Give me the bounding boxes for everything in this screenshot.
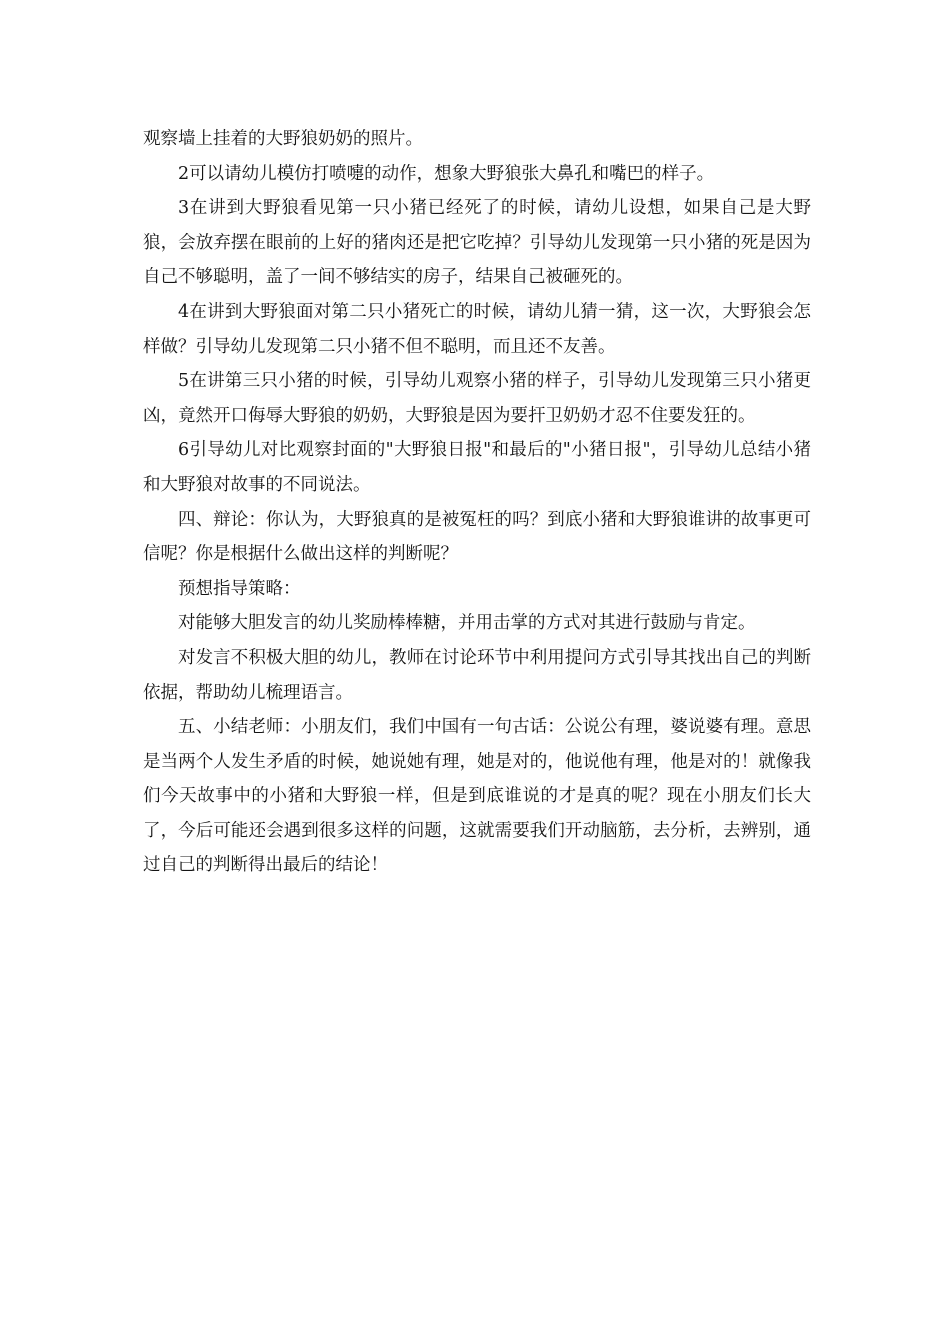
paragraph-strategy-1: 对能够大胆发言的幼儿奖励棒棒糖，并用击掌的方式对其进行鼓励与肯定。: [178, 613, 756, 634]
paragraph-step-4: 4在讲到大野狼面对第二只小猪死亡的时候，请幼儿猜一猜，这一次，大野狼会怎样做？引导幼儿发现第二只小猪不但不聪明，而且还不友善。: [143, 301, 811, 357]
paragraph-continuation: 观察墙上挂着的大野狼奶奶的照片。: [143, 129, 423, 149]
paragraph-step-5: 5在讲第三只小猪的时候，引导幼儿观察小猪的样子，引导幼儿发现第三只小猪更凶，竟然开口侮辱大野狼的奶奶，大野狼是因为要扞卫奶奶才忍不住要发狂的。: [143, 371, 811, 426]
paragraph-summary: 五、小结老师：小朋友们，我们中国有一句古话：公说公有理，婆说婆有理。意思是当两个人发生矛盾的时候，她说她有理，她是对的，他说他有理，他是对的！就像我们今天故事中的小猪和大野狼一样，但是到底谁说的才是真的呢？现在小朋友们长大了，今后可能还会遇到很多这样的问题，这就需要我们开动脑筋，去分析，去辨别，通过自己的判断得出最后的结论！: [143, 717, 811, 876]
paragraph-step-2: 2可以请幼儿模仿打喷嚏的动作，想象大野狼张大鼻孔和嘴巴的样子。: [178, 163, 715, 184]
paragraph-strategy-heading: 预想指导策略：: [178, 578, 301, 599]
paragraph-strategy-2: 对发言不积极大胆的幼儿，教师在讨论环节中利用提问方式引导其找出自己的判断依据，帮助幼儿梳理语言。: [143, 647, 811, 703]
paragraph-debate: 四、辩论：你认为，大野狼真的是被冤枉的吗？到底小猪和大野狼谁讲的故事更可信呢？你是根据什么做出这样的判断呢？: [143, 509, 811, 565]
paragraph-step-3: 3在讲到大野狼看见第一只小猪已经死了的时候，请幼儿设想，如果自己是大野狼，会放弃摆在眼前的上好的猪肉还是把它吃掉？引导幼儿发现第一只小猪的死是因为自己不够聪明，盖了一间不够结实的房子，结果自己被砸死的。: [143, 198, 811, 288]
paragraph-step-6: 6引导幼儿对比观察封面的"大野狼日报"和最后的"小猪日报"，引导幼儿总结小猪和大野狼对故事的不同说法。: [143, 440, 811, 495]
document-body: [143, 122, 811, 883]
